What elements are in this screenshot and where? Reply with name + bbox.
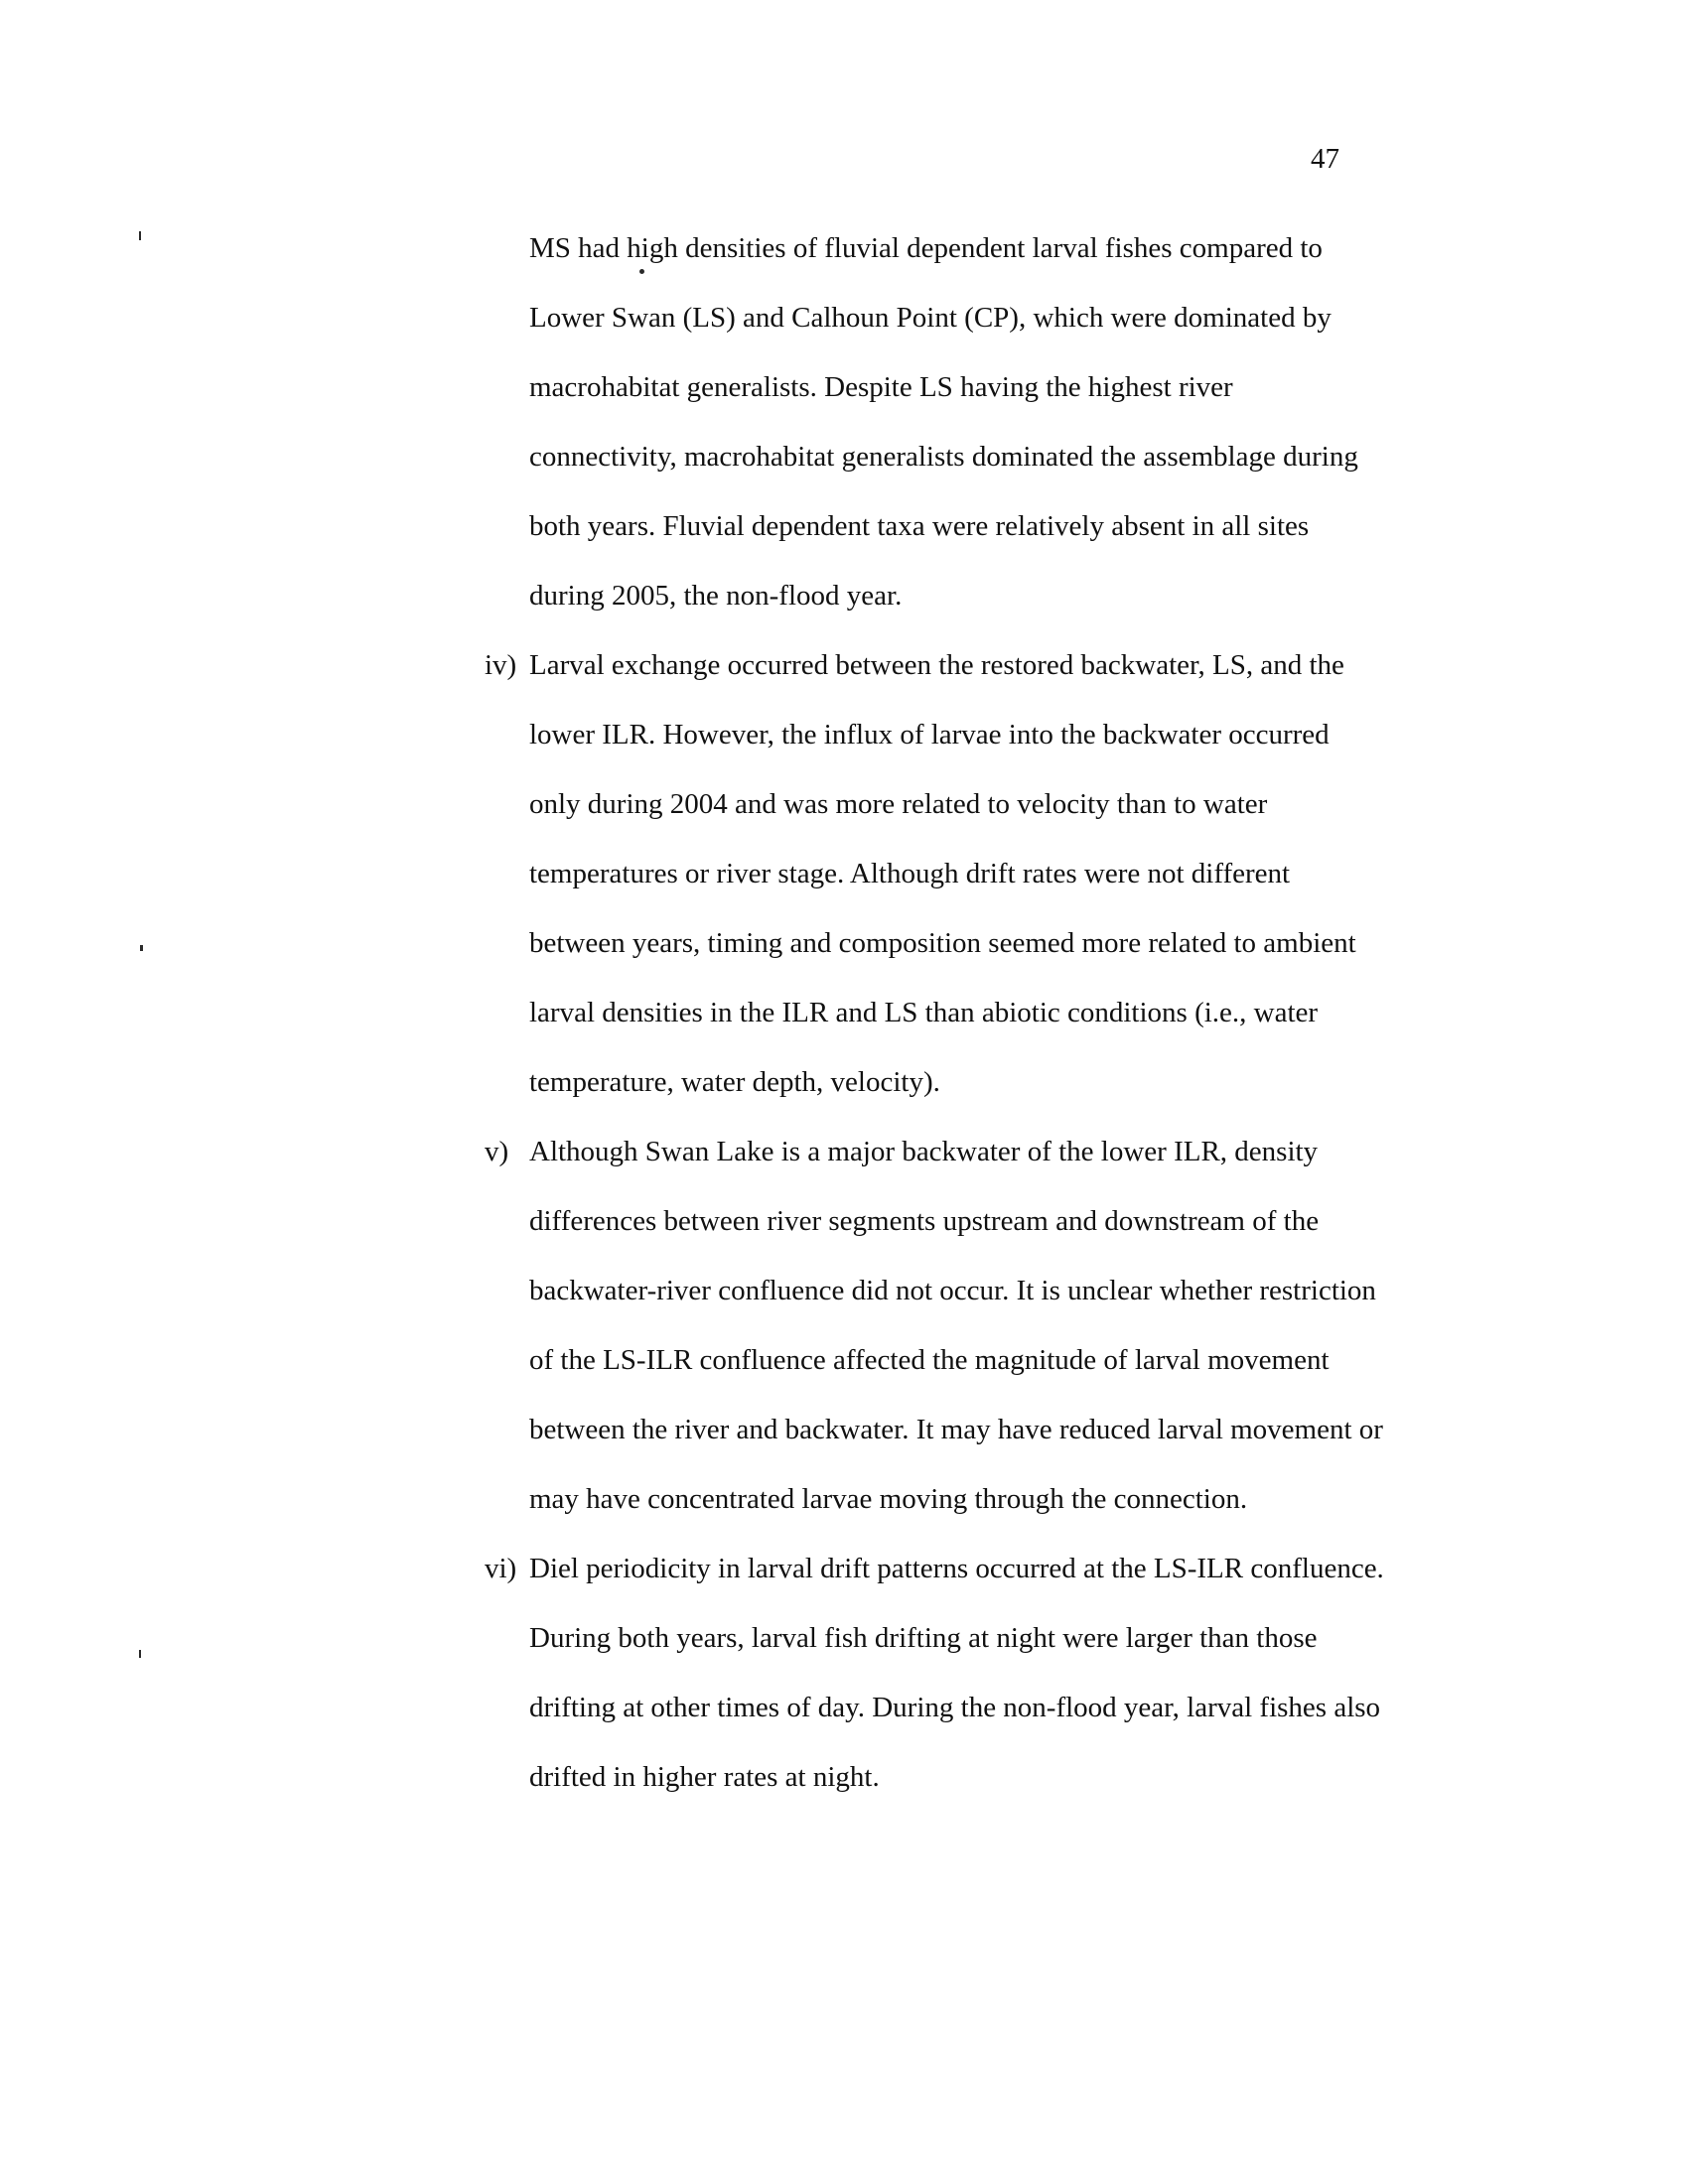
text-line: during 2005, the non-flood year. [529,580,903,612]
text-line: Diel periodicity in larval drift patterns occurred at the LS-ILR confluence. [529,1553,1384,1584]
text-line: temperature, water depth, velocity). [529,1066,940,1098]
text-line: Although Swan Lake is a major backwater of the lower ILR, density [529,1136,1319,1167]
text-line: both years. Fluvial dependent taxa were relatively absent in all sites [529,510,1310,542]
text-line: temperatures or river stage. Although drift rates were not different [529,858,1291,889]
scan-speck [139,1650,141,1658]
text-line: differences between river segments upstream and downstream of the [529,1205,1320,1237]
list-marker-v: v) [485,1136,509,1167]
text-line: backwater-river confluence did not occur. It is unclear whether restriction [529,1275,1376,1306]
text-line: Lower Swan (LS) and Calhoun Point (CP), which were dominated by [529,302,1332,334]
page-number: 47 [1311,143,1339,175]
text-line: connectivity, macrohabitat generalists dominated the assemblage during [529,441,1358,473]
scan-speck [140,945,143,951]
text-line: only during 2004 and was more related to velocity than to water [529,788,1268,820]
scan-speck [139,231,141,240]
text-line: lower ILR. However, the influx of larvae into the backwater occurred [529,719,1330,751]
text-line: between years, timing and composition seemed more related to ambient [529,927,1356,959]
text-line: macrohabitat generalists. Despite LS having the highest river [529,371,1233,403]
scan-speck [639,269,644,274]
text-line: drifted in higher rates at night. [529,1761,880,1793]
text-line: of the LS-ILR confluence affected the magnitude of larval movement [529,1344,1330,1376]
text-line: MS had high densities of fluvial dependent larval fishes compared to [529,232,1323,264]
text-line: larval densities in the ILR and LS than abiotic conditions (i.e., water [529,997,1319,1028]
text-line: between the river and backwater. It may have reduced larval movement or [529,1414,1383,1445]
text-line: Larval exchange occurred between the restored backwater, LS, and the [529,649,1344,681]
list-marker-iv: iv) [485,649,517,681]
list-marker-vi: vi) [485,1553,517,1584]
text-line: During both years, larval fish drifting at night were larger than those [529,1622,1318,1654]
text-line: drifting at other times of day. During the non-flood year, larval fishes also [529,1692,1381,1723]
text-line: may have concentrated larvae moving through the connection. [529,1483,1248,1515]
